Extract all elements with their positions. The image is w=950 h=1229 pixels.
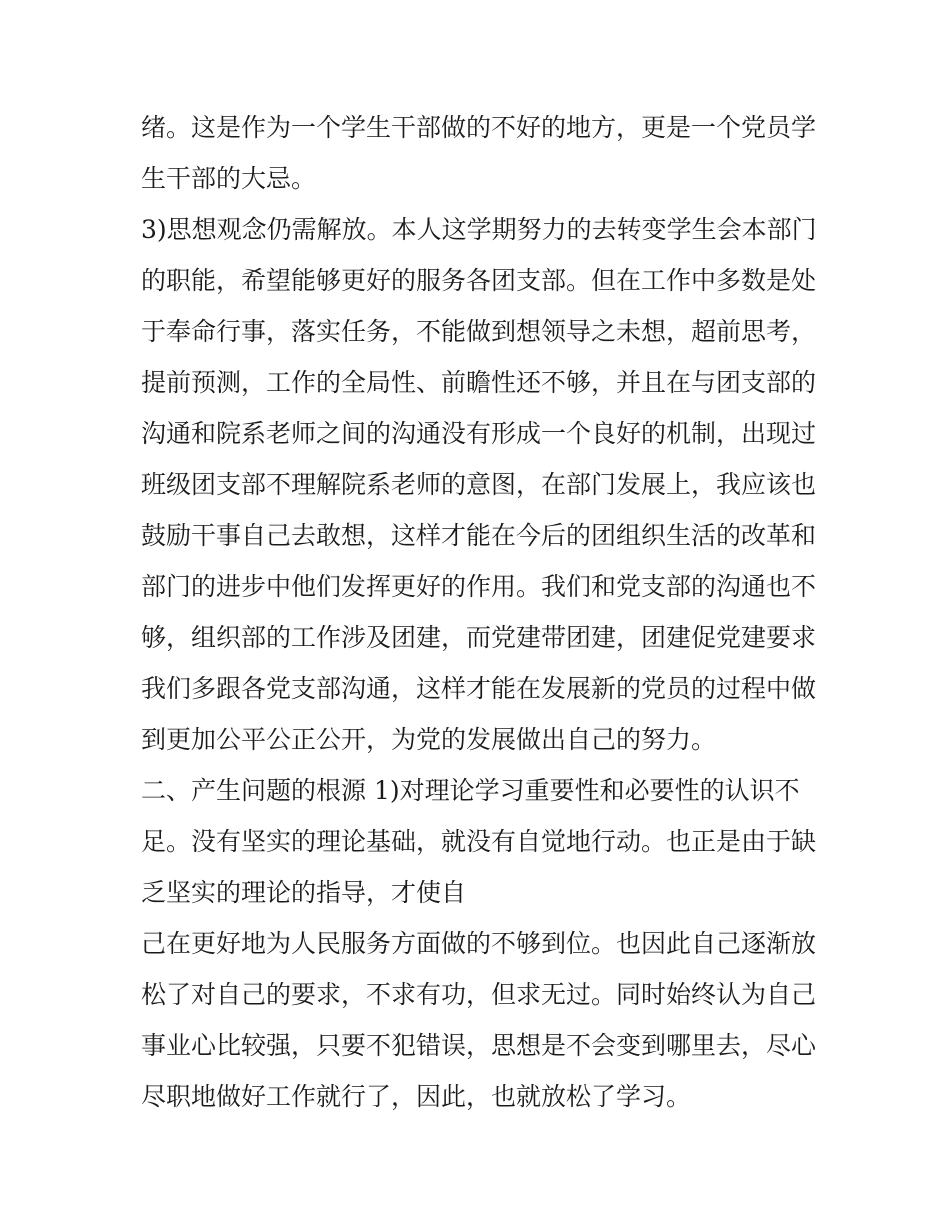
text-line: 尽职地做好工作就行了，因此，也就放松了学习。	[141, 1082, 692, 1111]
text-line: 生干部的大忌。	[141, 164, 317, 193]
body-text	[141, 109, 821, 1129]
text-line: 绪。这是作为一个学生干部做的不好的地方，更是一个党员学	[141, 113, 817, 142]
text-line: 部门的进步中他们发挥更好的作用。我们和党支部的沟通也不	[141, 572, 817, 601]
text-line: 己在更好地为人民服务方面做的不够到位。也因此自己逐渐放	[141, 929, 817, 958]
text-line: 够，组织部的工作涉及团建，而党建带团建，团建促党建要求	[141, 623, 817, 652]
text-line: 班级团支部不理解院系老师的意图，在部门发展上，我应该也	[141, 470, 817, 499]
text-line: 的职能，希望能够更好的服务各团支部。但在工作中多数是处	[141, 266, 817, 295]
text-line: 二、产生问题的根源 1)对理论学习重要性和必要性的认识不	[141, 776, 800, 805]
text-line: 到更加公平公正公开，为党的发展做出自己的努力。	[141, 725, 717, 754]
text-line: 提前预测，工作的全局性、前瞻性还不够，并且在与团支部的	[141, 368, 817, 397]
text-line: 沟通和院系老师之间的沟通没有形成一个良好的机制，出现过	[141, 419, 817, 448]
text-line: 乏坚实的理论的指导，才使自	[141, 878, 467, 907]
text-line: 3)思想观念仍需解放。本人这学期努力的去转变学生会本部门	[141, 215, 817, 244]
text-line: 松了对自己的要求，不求有功，但求无过。同时始终认为自己	[141, 980, 817, 1009]
text-line: 事业心比较强，只要不犯错误，思想是不会变到哪里去，尽心	[141, 1031, 817, 1060]
text-line: 于奉命行事，落实任务，不能做到想领导之未想，超前思考，	[141, 317, 817, 346]
text-line: 我们多跟各党支部沟通，这样才能在发展新的党员的过程中做	[141, 674, 817, 703]
text-line: 鼓励干事自己去敢想，这样才能在今后的团组织生活的改革和	[141, 521, 817, 550]
text-line: 足。没有坚实的理论基础，就没有自觉地行动。也正是由于缺	[141, 827, 817, 856]
